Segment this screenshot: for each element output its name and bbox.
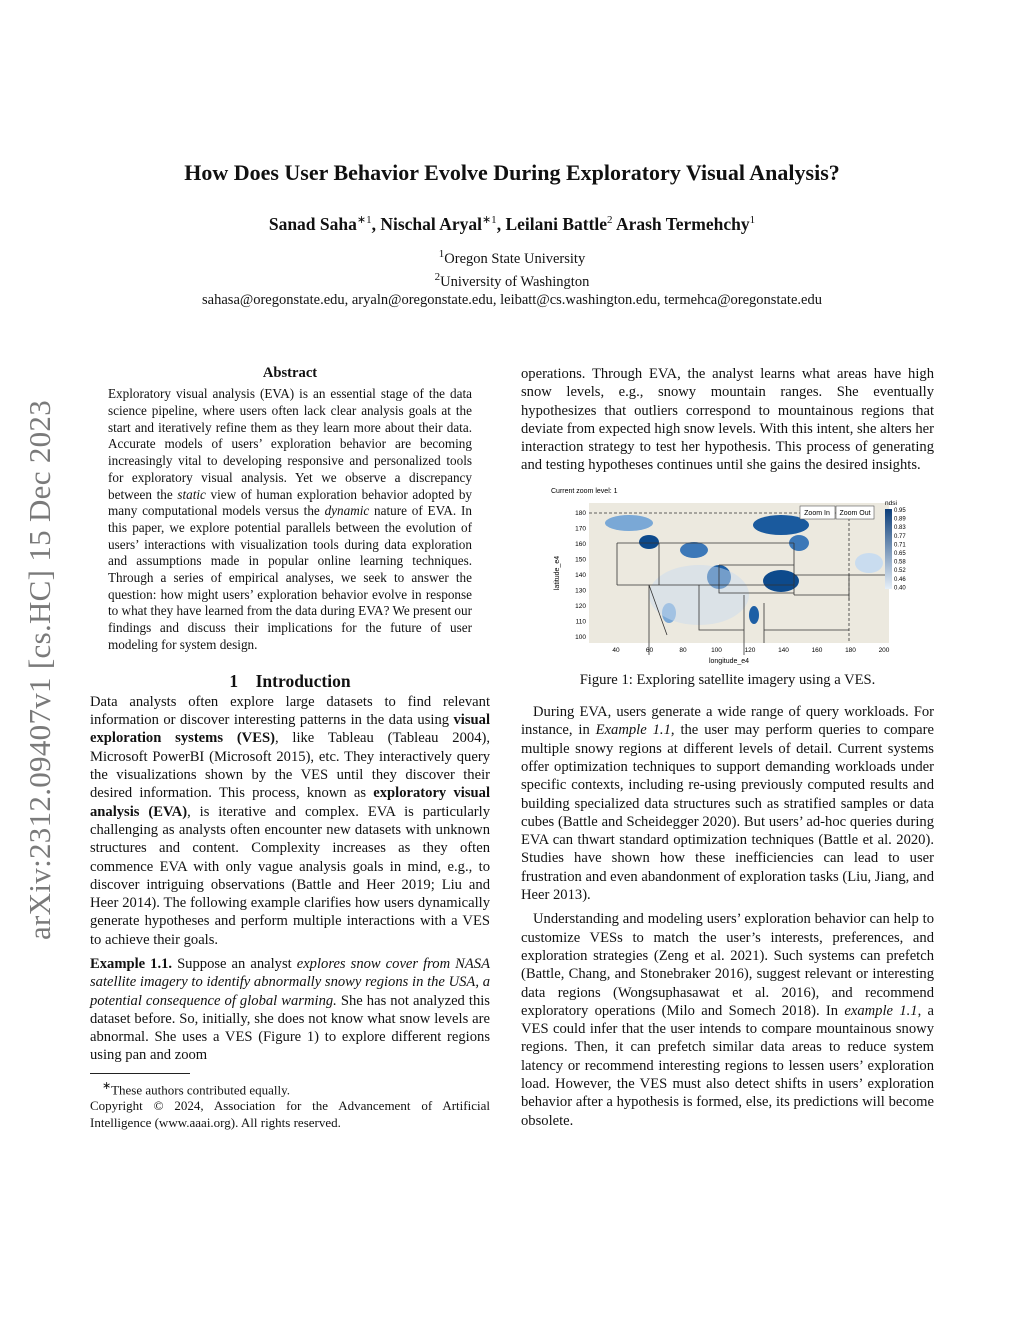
- y-axis-label: latitude_e4: [554, 555, 561, 590]
- legend-tick-label: 0.83: [894, 524, 906, 531]
- text-run: Data analysts often explore large datasets to find relevant information or discover interesting patterns in the data using: [90, 693, 490, 729]
- text-run: nature of EVA. In this paper, we explore potential parallels between the evolution of users’ interactions with visualization tools during data exploration and assumptions made in popular online learning techniques. Through a series of empirical analyses, we seek to answer the question: how might users’ exploration behavior evolve in response to what they have learned from the data during EVA? We present our findings and discuss their implications for the future of user modeling for system design.: [108, 503, 472, 652]
- section-title: Introduction: [255, 670, 351, 691]
- text-run: visual exploration systems (VES): [90, 712, 490, 747]
- text-run: , is iterative and complex. EVA is particularly challenging as analysts often encounter new datasets with unknown structures and content. Complexity increases as they often commence EVA with only vague analysis goals in mind, e.g., to discover intriguing observations (Battle and Heer 2019; Liu and Heer 2014). The following example clarifies how users dynamically generate hypotheses and perform multiple interactions with a VES to achieve their goals.: [90, 803, 491, 948]
- x-tick-label: 80: [679, 646, 687, 654]
- y-tick-label: 160: [575, 540, 586, 548]
- author-list: Sanad Saha$^{∗1}$, Nischal Aryal$^{∗1}$, Leilani Battle$^2$ Arash Termehchy$^1$: [268, 213, 756, 234]
- legend-tick-label: 0.58: [894, 559, 906, 566]
- x-tick-label: 40: [612, 646, 620, 654]
- legend-tick-label: 0.40: [894, 585, 906, 592]
- x-tick-label: 60: [645, 646, 654, 654]
- text-run: , like Tableau (Tableau 2004), Microsoft PowerBI (Microsoft 2015), etc. They interactively query the visualizations shown by the VES until they discover their desired information. This process, known as: [90, 730, 490, 802]
- zoom-out-label: Zoom Out: [839, 509, 871, 517]
- x-tick-label: 100: [711, 646, 722, 654]
- snow-cover-map: [549, 485, 909, 665]
- zoom-out-button[interactable]: [836, 506, 874, 519]
- y-tick-label: 120: [575, 602, 586, 610]
- legend-colorbar: [885, 509, 892, 589]
- author-sup: ∗1: [481, 214, 497, 226]
- footnote: [90, 1078, 490, 1099]
- x-tick-label: 140: [778, 646, 789, 654]
- affiliation: University of Washington: [440, 273, 590, 290]
- y-tick-label: 180: [575, 509, 586, 517]
- arxiv-identifier: arXiv:2312.09407v1 [cs.HC] 15 Dec 2023: [22, 399, 57, 940]
- author-sup: 2: [607, 214, 613, 226]
- legend-tick-label: 0.46: [894, 576, 906, 583]
- y-tick-label: 140: [575, 571, 586, 579]
- paragraph: [521, 910, 934, 1130]
- text-run: Understanding and modeling users’ exploration behavior can help to customize VESs to match the user’s interests, preferences, and exploration strategies (Zeng et al. 2021). Such systems can prefetch (Battle, Chang, and Stonebraker 2016), suggest relevant or interesting data regions (Wongsuphasawat et al. 2016), and recommend exploratory operations (Milo and Somech 2018). In: [521, 911, 934, 1019]
- aff-sup: 1: [438, 248, 445, 260]
- text-run: Suppose an analyst: [172, 956, 297, 972]
- y-tick-label: 130: [575, 587, 586, 595]
- footnote-rule: [90, 1073, 190, 1074]
- author: Leilani Battle: [505, 213, 608, 234]
- text-run: explores snow cover from NASA satellite imagery to identify abnormally snowy regions in the USA, a potential consequence of global warming.: [90, 956, 491, 1009]
- aff-sup: 2: [434, 270, 441, 283]
- figure-caption: Figure 1: Exploring satellite imagery using a VES.: [579, 671, 876, 688]
- author-sup: 1: [749, 214, 756, 226]
- y-axis: [575, 510, 586, 641]
- x-tick-label: 120: [744, 646, 756, 654]
- legend-tick-label: 0.89: [894, 516, 906, 523]
- text-run: Exploratory visual analysis (EVA) is an essential stage of the data science pipeline, where users often lack clear analysis goals at the start and iteratively refine them as they learn more about their data. Accurate models of users’ exploration behavior are becoming increasingly vital to developing responsive and personalized tools for exploratory visual analysis. Yet we observe a discrepancy between the: [108, 386, 472, 502]
- abstract-body: [108, 386, 472, 653]
- affiliations: [0, 245, 1024, 309]
- legend-tick-label: 0.65: [894, 550, 906, 557]
- legend-title: ndsi: [885, 499, 897, 507]
- text-run: static: [177, 486, 206, 502]
- abstract-heading: Abstract: [262, 365, 318, 381]
- x-tick-label: 160: [811, 646, 823, 654]
- paper-title: How Does User Behavior Evolve During Exploratory Visual Analysis?: [184, 160, 840, 185]
- text-run: exploratory visual analysis (EVA): [90, 785, 490, 820]
- text-run: dynamic: [324, 503, 370, 519]
- author: Sanad Saha: [268, 213, 357, 234]
- x-tick-label: 200: [878, 646, 890, 654]
- x-tick-label: 180: [845, 646, 856, 654]
- author: Nischal Aryal: [380, 213, 482, 234]
- author: Arash Termehchy: [615, 213, 750, 234]
- legend-ticks: [894, 508, 906, 591]
- right-column: [521, 365, 934, 1130]
- y-tick-label: 150: [575, 556, 586, 564]
- text-run: During EVA, users generate a wide range of query workloads. For instance, in: [521, 704, 934, 739]
- figure-1: [549, 485, 909, 665]
- x-axis: [612, 647, 889, 654]
- paragraph: [521, 703, 934, 904]
- y-tick-label: 110: [575, 618, 586, 626]
- paragraph: [90, 693, 490, 949]
- paragraph: operations. Through EVA, the analyst learns what areas have high snow levels, e.g., snowy mountain ranges. She eventually hypothesizes that outliers correspond to mountainous regions that deviate from expected high snow levels. With this intent, she alters her interaction strategy to test her hypothesis. This process of generating and testing hypotheses continues until she gains the desired insights.: [521, 366, 934, 474]
- paragraph: [90, 955, 490, 1065]
- section-heading: [90, 672, 490, 690]
- legend-tick-label: 0.71: [894, 542, 906, 549]
- left-column: [90, 364, 490, 1131]
- affiliation: Oregon State University: [444, 250, 586, 267]
- text-run: Example 1.1.: [90, 956, 173, 972]
- legend-tick-label: 0.77: [894, 533, 906, 540]
- legend-tick-label: 0.95: [894, 507, 906, 514]
- section-number: 1: [229, 670, 239, 691]
- footnote-text: These authors contributed equally.: [111, 1082, 291, 1098]
- x-axis-label: longitude_e4: [708, 657, 750, 665]
- text-run: She has not analyzed this dataset before. So, initially, she does not know what snow levels are abnormal. She uses a VES (Figure 1) to explore different regions using pan and zoom: [90, 992, 490, 1064]
- zoom-in-label: Zoom In: [804, 509, 830, 517]
- copyright: Copyright © 2024, Association for the Advancement of Artificial Intelligence (www.aaai.org). All rights reserved.: [90, 1098, 490, 1130]
- zoom-level-label: Current zoom level: 1: [551, 487, 618, 495]
- text-run: example 1.1: [844, 1002, 918, 1019]
- footnote-mark: ∗: [102, 1079, 112, 1092]
- text-run: , a VES could infer that the user intends to compare mountainous snowy regions. Then, it can prefetch similar data areas to reduce system latency or recommend interesting regions to lessen users’ exploration load. However, the VES must also detect shifts in users’ exploration behavior after a hypothesis is formed, else, its predictions will become obsolete.: [521, 1002, 934, 1129]
- y-tick-label: 170: [575, 525, 586, 533]
- zoom-in-button[interactable]: [800, 506, 835, 519]
- text-run: view of human exploration behavior adopted by many computational models versus the: [108, 486, 473, 519]
- author-sup: ∗1: [356, 214, 372, 226]
- legend-tick-label: 0.52: [894, 567, 906, 574]
- text-run: , the user may perform queries to compare multiple snowy regions at different levels of detail. Current systems offer optimization techniques to support demanding workloads under specific contexts, including re-using previously computed results and building specialized data structures such as stratified samples or data cubes (Battle and Scheidegger 2020). But users’ ad-hoc queries during EVA can thwart standard optimization techniques (Battle et al. 2020). Studies have shown how these inefficiencies can lead to user frustration and even abandonment of exploration tasks (Liu, Jiang, and Heer 2013).: [521, 722, 934, 904]
- text-run: Example 1.1: [595, 722, 671, 739]
- footnote-area: [90, 1073, 490, 1131]
- y-tick-label: 100: [575, 633, 586, 641]
- emails: sahasa@oregonstate.edu, aryaln@oregonstate.edu, leibatt@cs.washington.edu, termehca@oregonstate.edu: [202, 291, 822, 308]
